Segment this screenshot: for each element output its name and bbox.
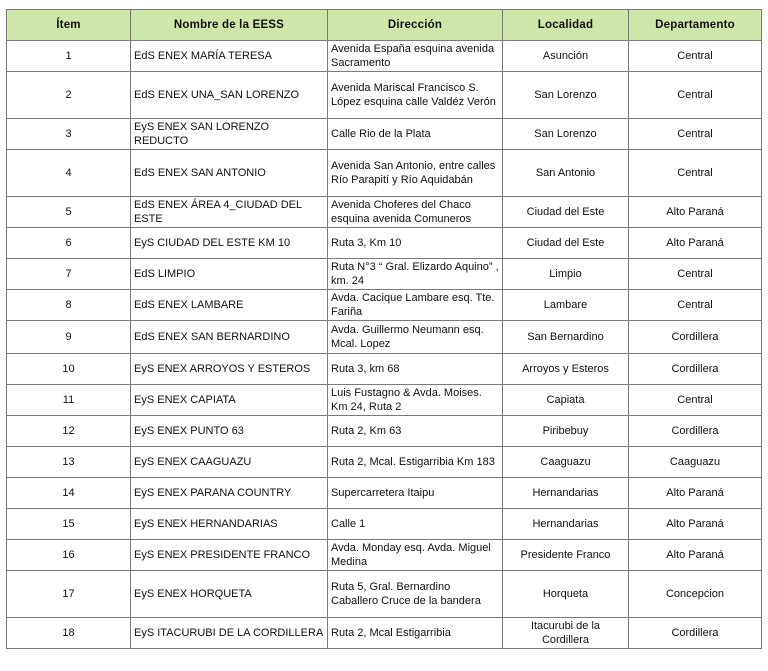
cell-departamento: Central bbox=[629, 290, 762, 321]
cell-item: 16 bbox=[7, 540, 131, 571]
cell-departamento: Concepcion bbox=[629, 571, 762, 618]
cell-departamento: Alto Paraná bbox=[629, 540, 762, 571]
cell-item: 15 bbox=[7, 509, 131, 540]
cell-item: 10 bbox=[7, 354, 131, 385]
cell-localidad: Hernandarias bbox=[503, 509, 629, 540]
header-departamento: Departamento bbox=[629, 10, 762, 41]
table-row bbox=[7, 416, 762, 447]
cell-direccion: Ruta 2, Km 63 bbox=[328, 416, 503, 447]
cell-item: 17 bbox=[7, 571, 131, 618]
cell-departamento: Cordillera bbox=[629, 321, 762, 354]
cell-localidad: Arroyos y Esteros bbox=[503, 354, 629, 385]
cell-localidad: San Lorenzo bbox=[503, 72, 629, 119]
cell-direccion: Avenida Choferes del Chaco esquina avenida Comuneros bbox=[328, 197, 503, 228]
cell-localidad: Limpio bbox=[503, 259, 629, 290]
cell-direccion: Avda. Monday esq. Avda. Miguel Medina bbox=[328, 540, 503, 571]
header-localidad: Localidad bbox=[503, 10, 629, 41]
cell-localidad: Horqueta bbox=[503, 571, 629, 618]
cell-localidad: Capiata bbox=[503, 385, 629, 416]
cell-departamento: Alto Paraná bbox=[629, 478, 762, 509]
cell-direccion: Ruta 2, Mcal. Estigarribia Km 183 bbox=[328, 447, 503, 478]
cell-nombre: EyS ENEX PRESIDENTE FRANCO bbox=[131, 540, 328, 571]
cell-item: 12 bbox=[7, 416, 131, 447]
cell-item: 2 bbox=[7, 72, 131, 119]
table-row bbox=[7, 119, 762, 150]
cell-departamento: Central bbox=[629, 150, 762, 197]
cell-item: 13 bbox=[7, 447, 131, 478]
cell-direccion: Avenida España esquina avenida Sacramento bbox=[328, 41, 503, 72]
cell-localidad: San Lorenzo bbox=[503, 119, 629, 150]
cell-departamento: Alto Paraná bbox=[629, 228, 762, 259]
cell-departamento: Alto Paraná bbox=[629, 509, 762, 540]
table-row bbox=[7, 540, 762, 571]
cell-departamento: Central bbox=[629, 72, 762, 119]
cell-nombre: EdS ENEX ÁREA 4_CIUDAD DEL ESTE bbox=[131, 197, 328, 228]
cell-nombre: EyS ENEX PARANA COUNTRY bbox=[131, 478, 328, 509]
cell-localidad: Asunción bbox=[503, 41, 629, 72]
cell-nombre: EdS ENEX UNA_SAN LORENZO bbox=[131, 72, 328, 119]
table-row bbox=[7, 259, 762, 290]
cell-nombre: EyS ENEX ARROYOS Y ESTEROS bbox=[131, 354, 328, 385]
table-row bbox=[7, 571, 762, 618]
cell-item: 18 bbox=[7, 618, 131, 649]
cell-departamento: Central bbox=[629, 119, 762, 150]
cell-localidad: San Bernardino bbox=[503, 321, 629, 354]
cell-item: 5 bbox=[7, 197, 131, 228]
cell-item: 3 bbox=[7, 119, 131, 150]
cell-item: 4 bbox=[7, 150, 131, 197]
cell-departamento: Cordillera bbox=[629, 618, 762, 649]
table-row bbox=[7, 509, 762, 540]
cell-nombre: EdS ENEX MARÍA TERESA bbox=[131, 41, 328, 72]
cell-localidad: San Antonio bbox=[503, 150, 629, 197]
cell-item: 8 bbox=[7, 290, 131, 321]
cell-direccion: Supercarretera Itaipu bbox=[328, 478, 503, 509]
cell-localidad: Presidente Franco bbox=[503, 540, 629, 571]
cell-direccion: Ruta 5, Gral. Bernardino Caballero Cruce de la bandera bbox=[328, 571, 503, 618]
cell-nombre: EyS ITACURUBI DE LA CORDILLERA bbox=[131, 618, 328, 649]
cell-item: 7 bbox=[7, 259, 131, 290]
cell-departamento: Cordillera bbox=[629, 416, 762, 447]
cell-direccion: Ruta 3, Km 10 bbox=[328, 228, 503, 259]
cell-direccion: Ruta N°3 “ Gral. Elizardo Aquino” , km. 24 bbox=[328, 259, 503, 290]
cell-localidad: Ciudad del Este bbox=[503, 228, 629, 259]
table-header-row bbox=[7, 10, 762, 41]
cell-direccion: Ruta 2, Mcal Estigarribia bbox=[328, 618, 503, 649]
cell-direccion: Calle Rio de la Plata bbox=[328, 119, 503, 150]
stations-table-container bbox=[6, 9, 761, 649]
table-row bbox=[7, 618, 762, 649]
cell-direccion: Ruta 3, km 68 bbox=[328, 354, 503, 385]
table-row bbox=[7, 447, 762, 478]
cell-nombre: EyS ENEX PUNTO 63 bbox=[131, 416, 328, 447]
cell-nombre: EyS ENEX HORQUETA bbox=[131, 571, 328, 618]
cell-item: 14 bbox=[7, 478, 131, 509]
table-row bbox=[7, 228, 762, 259]
cell-nombre: EyS ENEX HERNANDARIAS bbox=[131, 509, 328, 540]
cell-localidad: Piribebuy bbox=[503, 416, 629, 447]
cell-nombre: EyS ENEX CAAGUAZU bbox=[131, 447, 328, 478]
table-row bbox=[7, 354, 762, 385]
stations-table bbox=[6, 9, 762, 649]
cell-nombre: EdS ENEX SAN ANTONIO bbox=[131, 150, 328, 197]
cell-departamento: Central bbox=[629, 385, 762, 416]
cell-item: 11 bbox=[7, 385, 131, 416]
table-row bbox=[7, 478, 762, 509]
table-row bbox=[7, 41, 762, 72]
header-nombre: Nombre de la EESS bbox=[131, 10, 328, 41]
cell-nombre: EdS ENEX SAN BERNARDINO bbox=[131, 321, 328, 354]
cell-nombre: EdS ENEX LAMBARE bbox=[131, 290, 328, 321]
cell-nombre: EyS ENEX SAN LORENZO REDUCTO bbox=[131, 119, 328, 150]
cell-direccion: Avda. Cacique Lambare esq. Tte. Fariña bbox=[328, 290, 503, 321]
cell-direccion: Avenida San Antonio, entre calles Río Parapití y Río Aquidabán bbox=[328, 150, 503, 197]
table-row bbox=[7, 72, 762, 119]
cell-departamento: Caaguazu bbox=[629, 447, 762, 478]
header-item: Ítem bbox=[7, 10, 131, 41]
cell-item: 6 bbox=[7, 228, 131, 259]
cell-departamento: Central bbox=[629, 41, 762, 72]
table-row bbox=[7, 385, 762, 416]
cell-departamento: Cordillera bbox=[629, 354, 762, 385]
cell-item: 9 bbox=[7, 321, 131, 354]
cell-nombre: EyS ENEX CAPIATA bbox=[131, 385, 328, 416]
cell-localidad: Hernandarias bbox=[503, 478, 629, 509]
header-direccion: Dirección bbox=[328, 10, 503, 41]
cell-item: 1 bbox=[7, 41, 131, 72]
cell-direccion: Calle 1 bbox=[328, 509, 503, 540]
cell-departamento: Central bbox=[629, 259, 762, 290]
table-row bbox=[7, 150, 762, 197]
cell-localidad: Lambare bbox=[503, 290, 629, 321]
cell-localidad: Ciudad del Este bbox=[503, 197, 629, 228]
cell-direccion: Avenida Mariscal Francisco S. López esquina calle Valdéz Verón bbox=[328, 72, 503, 119]
cell-direccion: Avda. Guillermo Neumann esq. Mcal. Lopez bbox=[328, 321, 503, 354]
cell-nombre: EyS CIUDAD DEL ESTE KM 10 bbox=[131, 228, 328, 259]
cell-direccion: Luis Fustagno & Avda. Moises. Km 24, Ruta 2 bbox=[328, 385, 503, 416]
table-row bbox=[7, 321, 762, 354]
table-row bbox=[7, 197, 762, 228]
cell-localidad: Caaguazu bbox=[503, 447, 629, 478]
table-row bbox=[7, 290, 762, 321]
cell-localidad: Itacurubi de la Cordillera bbox=[503, 618, 629, 649]
cell-departamento: Alto Paraná bbox=[629, 197, 762, 228]
cell-nombre: EdS LIMPIO bbox=[131, 259, 328, 290]
